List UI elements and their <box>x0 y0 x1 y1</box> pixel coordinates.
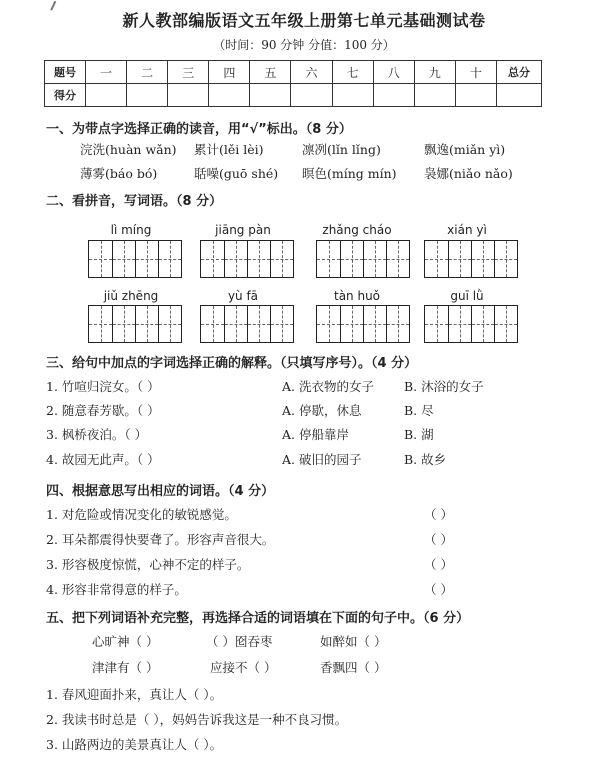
grid-cell[interactable] <box>386 241 409 277</box>
pinyin-choice[interactable]: 薄雾(báo bó) <box>80 166 158 181</box>
pinyin-choice[interactable]: 暝色(míng mín) <box>302 166 397 181</box>
definition-item: 4. 形容非常得意的样子。 <box>46 582 187 597</box>
score-row-label: 得分 <box>45 84 86 107</box>
page-title: 新人教部编版语文五年级上册第七单元基础测试卷 <box>122 11 486 30</box>
grid-cell[interactable] <box>448 306 471 342</box>
fill-sentence[interactable]: 2. 我读书时总是（ ），妈妈告诉我这是一种不良习惯。 <box>46 712 348 727</box>
score-header-cell: 十 <box>455 61 496 84</box>
question-text[interactable]: 2. 随意春芳歇。（ ） <box>46 403 160 418</box>
definition-item: 1. 对危险或情况变化的敏锐感觉。 <box>46 507 237 522</box>
grid-cell[interactable] <box>425 306 448 342</box>
pinyin-choice[interactable]: 浣洗(huàn wǎn) <box>80 142 177 157</box>
pinyin-label: xián yì <box>447 223 487 237</box>
score-header-cell: 一 <box>86 61 127 84</box>
section-2-heading: 二、看拼音，写词语。（8 分） <box>46 194 223 209</box>
idiom-blank[interactable]: 应接不（ ） <box>210 660 277 675</box>
grid-cell[interactable] <box>135 306 158 342</box>
writing-grid[interactable] <box>424 240 518 278</box>
section-1-heading: 一、为带点字选择正确的读音，用“√”标出。（8 分） <box>46 122 352 137</box>
grid-cell[interactable] <box>363 241 386 277</box>
grid-cell[interactable] <box>471 241 494 277</box>
grid-cell[interactable] <box>270 306 293 342</box>
option-b: B. 湖 <box>404 427 434 442</box>
pinyin-choice[interactable]: 飘逸(miǎn yì) <box>424 142 506 157</box>
grid-cell[interactable] <box>471 306 494 342</box>
writing-grid[interactable] <box>316 240 410 278</box>
score-table <box>44 60 542 107</box>
score-input-cell[interactable] <box>497 84 542 107</box>
score-header-cell: 题号 <box>45 61 86 84</box>
score-input-cell[interactable] <box>455 84 496 107</box>
score-input-cell[interactable] <box>250 84 291 107</box>
definition-item: 3. 形容极度惊慌，心神不定的样子。 <box>46 557 250 572</box>
grid-cell[interactable] <box>425 241 448 277</box>
pinyin-choice[interactable]: 聒噪(guō shé) <box>194 166 279 181</box>
page-subtitle: （时间：90 分钟 分值：100 分） <box>213 38 395 52</box>
grid-cell[interactable] <box>494 241 517 277</box>
pinyin-label: jiāng pàn <box>215 223 271 237</box>
grid-cell[interactable] <box>89 306 112 342</box>
score-header-cell: 六 <box>291 61 332 84</box>
option-b: B. 故乡 <box>404 452 447 467</box>
grid-cell[interactable] <box>340 306 363 342</box>
grid-cell[interactable] <box>201 241 224 277</box>
score-header-cell: 二 <box>127 61 168 84</box>
writing-grid[interactable] <box>200 240 294 278</box>
answer-blank[interactable]: （ ） <box>424 557 453 572</box>
grid-cell[interactable] <box>247 241 270 277</box>
pinyin-choice[interactable]: 袅娜(niǎo nǎo) <box>424 166 513 181</box>
grid-cell[interactable] <box>135 241 158 277</box>
option-b: B. 沐浴的女子 <box>404 379 484 394</box>
idiom-blank[interactable]: 香飘四（ ） <box>320 660 387 675</box>
idiom-blank[interactable]: （ ）囵吞枣 <box>206 634 273 649</box>
score-input-cell[interactable] <box>291 84 332 107</box>
definition-item: 2. 耳朵都震得快要聋了。形容声音很大。 <box>46 532 275 547</box>
grid-cell[interactable] <box>201 306 224 342</box>
answer-blank[interactable]: （ ） <box>424 507 453 522</box>
score-table-score-row <box>45 84 542 107</box>
score-header-cell: 四 <box>209 61 250 84</box>
pinyin-label: zhǎng cháo <box>322 223 392 237</box>
score-header-cell: 三 <box>168 61 209 84</box>
pinyin-label: guī lǜ <box>450 289 484 303</box>
writing-grid[interactable] <box>424 305 518 343</box>
score-header-cell: 五 <box>250 61 291 84</box>
pinyin-choice[interactable]: 累计(lěi lèi) <box>194 142 264 157</box>
grid-cell[interactable] <box>112 241 135 277</box>
grid-cell[interactable] <box>363 306 386 342</box>
question-text[interactable]: 4. 故园无此声。（ ） <box>46 452 160 467</box>
grid-cell[interactable] <box>494 306 517 342</box>
question-text[interactable]: 1. 竹喧归浣女。（ ） <box>46 379 160 394</box>
grid-cell[interactable] <box>270 241 293 277</box>
writing-grid[interactable] <box>200 305 294 343</box>
grid-cell[interactable] <box>247 306 270 342</box>
score-header-cell: 总分 <box>497 61 542 84</box>
section-3-heading: 三、给句中加点的字词选择正确的解释。（只填写序号）。（4 分） <box>46 356 418 371</box>
option-b: B. 尽 <box>404 403 434 418</box>
score-header-cell: 七 <box>332 61 373 84</box>
section-5-heading: 五、把下列词语补充完整，再选择合适的词语填在下面的句子中。（6 分） <box>46 611 470 626</box>
option-a: A. 停船靠岸 <box>282 427 349 442</box>
writing-grid[interactable] <box>316 305 410 343</box>
score-input-cell[interactable] <box>332 84 373 107</box>
answer-blank[interactable]: （ ） <box>424 532 453 547</box>
pinyin-label: jiǔ zhēng <box>103 289 159 303</box>
writing-grid[interactable] <box>88 305 182 343</box>
fill-sentence[interactable]: 3. 山路两边的美景真让人（ ）。 <box>46 737 223 752</box>
idiom-blank[interactable]: 如醉如（ ） <box>320 634 387 649</box>
pinyin-choice[interactable]: 凛冽(lǐn lǐng) <box>302 142 381 157</box>
grid-cell[interactable] <box>89 241 112 277</box>
score-input-cell[interactable] <box>86 84 127 107</box>
pinyin-label: lì míng <box>110 223 152 237</box>
fill-sentence[interactable]: 1. 春风迎面扑来，真让人（ ）。 <box>46 687 223 702</box>
score-input-cell[interactable] <box>414 84 455 107</box>
grid-cell[interactable] <box>448 241 471 277</box>
grid-cell[interactable] <box>158 306 181 342</box>
score-table-header-row <box>45 61 542 84</box>
score-header-cell: 八 <box>373 61 414 84</box>
answer-blank[interactable]: （ ） <box>424 582 453 597</box>
score-input-cell[interactable] <box>168 84 209 107</box>
section-4-heading: 四、根据意思写出相应的词语。（4 分） <box>46 484 275 499</box>
idiom-blank[interactable]: 心旷神（ ） <box>92 634 159 649</box>
grid-cell[interactable] <box>224 306 247 342</box>
option-a: A. 洗衣物的女子 <box>282 379 374 394</box>
score-input-cell[interactable] <box>209 84 250 107</box>
writing-grid[interactable] <box>88 240 182 278</box>
grid-cell[interactable] <box>317 241 340 277</box>
grid-cell[interactable] <box>112 306 135 342</box>
option-a: A. 破旧的园子 <box>282 452 362 467</box>
score-header-cell: 九 <box>414 61 455 84</box>
grid-cell[interactable] <box>224 241 247 277</box>
pinyin-label: tàn huǒ <box>333 289 381 303</box>
score-input-cell[interactable] <box>373 84 414 107</box>
pinyin-label: yù fā <box>227 289 259 303</box>
question-text[interactable]: 3. 枫桥夜泊。（ ） <box>46 427 148 442</box>
grid-cell[interactable] <box>386 306 409 342</box>
grid-cell[interactable] <box>317 306 340 342</box>
option-a: A. 停歇，休息 <box>282 403 362 418</box>
idiom-blank[interactable]: 津津有（ ） <box>92 660 159 675</box>
grid-cell[interactable] <box>340 241 363 277</box>
grid-cell[interactable] <box>158 241 181 277</box>
score-input-cell[interactable] <box>127 84 168 107</box>
